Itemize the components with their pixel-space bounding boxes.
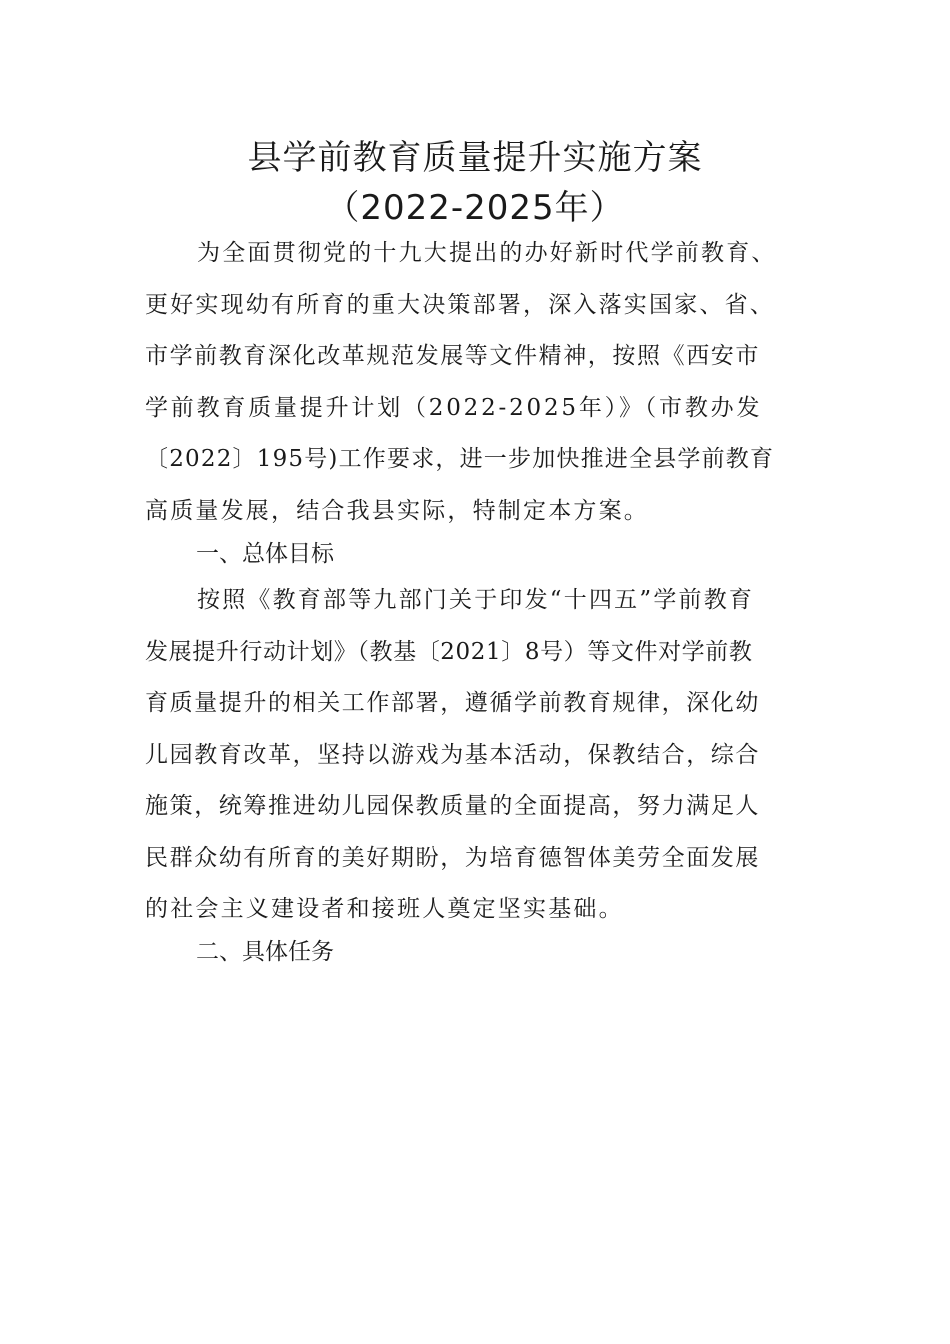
paragraph-line: 高质量发展，结合我县实际，特制定本方案。 [145, 497, 649, 524]
paragraph-line: 的社会主义建设者和接班人奠定坚实基础。 [145, 896, 624, 922]
section-heading-overall-goal: 一、总体目标 [196, 541, 334, 567]
intro-paragraph [145, 228, 805, 537]
paragraph-line: 儿园教育改革，坚持以游戏为基本活动，保教结合，综合 [145, 741, 760, 768]
paragraph-line: 市学前教育深化改革规范发展等文件精神，按照《西安市 [145, 343, 760, 369]
document-title: 县学前教育质量提升实施方案 [247, 138, 703, 178]
paragraph-line: 为全面贯彻党的十九大提出的办好新时代学前教育、 [197, 240, 777, 266]
paragraph-line: 发展提升行动计划》（教基〔2021〕8号）等文件对学前教 [145, 638, 753, 665]
paragraph-line: 民群众幼有所育的美好期盼，为培育德智体美劳全面发展 [145, 844, 760, 871]
section-heading-specific-tasks: 二、具体任务 [196, 939, 334, 965]
paragraph-line: 施策，统筹推进幼儿园保教质量的全面提高，努力满足人 [145, 793, 760, 819]
paragraph-line: 〔2022〕195号)工作要求，进一步加快推进全县学前教育 [145, 446, 775, 472]
paragraph-line: 更好实现幼有所育的重大决策部署，深入落实国家、省、 [145, 291, 775, 318]
document-subtitle-years: （2022-2025年） [325, 188, 625, 228]
paragraph-line: 育质量提升的相关工作部署，遵循学前教育规律，深化幼 [145, 690, 760, 716]
paragraph-line: 学前教育质量提升计划（2022-2025年）》（市教办发 [145, 394, 763, 421]
paragraph-line: 按照《教育部等九部门关于印发“十四五”学前教育 [197, 587, 755, 613]
goal-paragraph [145, 575, 805, 936]
